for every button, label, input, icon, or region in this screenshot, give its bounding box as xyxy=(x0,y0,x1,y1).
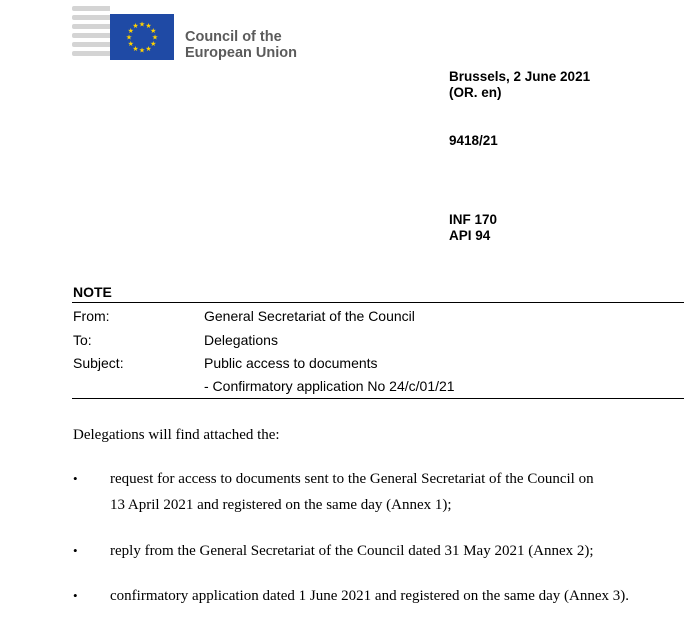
note-bottom-rule xyxy=(72,398,684,399)
list-item-text xyxy=(110,466,670,518)
doc-codes xyxy=(449,212,497,244)
list-item-line: request for access to documents sent to the General Secretariat of the Council on xyxy=(110,471,594,487)
org-name-line2: European Union xyxy=(185,45,297,61)
flag-star: ★ xyxy=(127,41,134,48)
to-value: Delegations xyxy=(204,332,278,348)
bullet-icon: • xyxy=(73,471,78,486)
date-line: Brussels, 2 June 2021 xyxy=(449,69,591,84)
doc-number: 9418/21 xyxy=(449,133,498,148)
bullet-icon: • xyxy=(73,543,78,558)
list-item-text: reply from the General Secretariat of the Council dated 31 May 2021 (Annex 2); xyxy=(110,543,594,559)
org-name xyxy=(185,29,297,61)
date-block xyxy=(449,69,590,101)
code-api: API 94 xyxy=(449,228,491,243)
org-name-line1: Council of the xyxy=(185,29,282,45)
flag-star: ★ xyxy=(132,23,139,31)
code-inf: INF 170 xyxy=(449,212,498,227)
flag-star: ★ xyxy=(125,34,133,42)
flag-star: ★ xyxy=(132,45,139,53)
subject-value xyxy=(204,355,684,401)
council-logo xyxy=(72,4,312,64)
flag-star: ★ xyxy=(150,28,157,35)
language-line: (OR. en) xyxy=(449,85,502,100)
intro-text: Delegations will find attached the: xyxy=(73,427,280,443)
list-item-text: confirmatory application dated 1 June 2021 and registered on the same day (Annex 3). xyxy=(110,588,630,604)
flag-star: ★ xyxy=(127,28,134,35)
flag-star: ★ xyxy=(145,23,152,31)
flag-star: ★ xyxy=(151,34,159,42)
flag-star: ★ xyxy=(145,45,152,53)
from-label: From: xyxy=(73,308,110,324)
eu-flag-icon xyxy=(110,14,174,60)
from-value: General Secretariat of the Council xyxy=(204,308,415,324)
note-title: NOTE xyxy=(73,284,112,300)
bullet-icon: • xyxy=(73,588,78,603)
subject-line-1: Public access to documents xyxy=(204,355,378,371)
flag-star: ★ xyxy=(138,47,146,55)
subject-line-2: - Confirmatory application No 24/c/01/21 xyxy=(204,378,455,394)
to-label: To: xyxy=(73,332,92,348)
flag-star: ★ xyxy=(138,21,146,29)
flag-star: ★ xyxy=(150,41,157,48)
note-top-rule xyxy=(72,302,684,303)
list-item-line: 13 April 2021 and registered on the same day (Annex 1); xyxy=(110,497,452,513)
logo-stripes xyxy=(72,6,110,60)
subject-label: Subject: xyxy=(73,355,124,371)
